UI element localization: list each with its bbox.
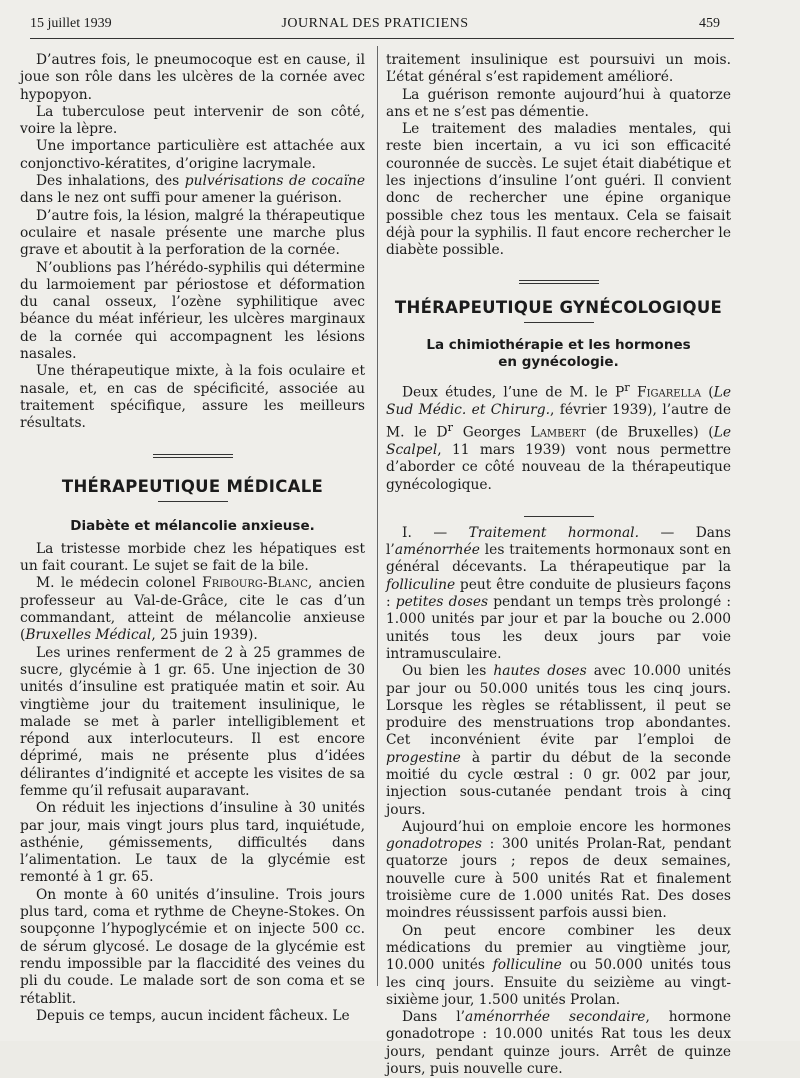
paragraph: D’autre fois, la lésion, malgré la thérapeutique oculaire et nasale présente une marche plus grave et aboutit à la perforation de la cornée. — [20, 207, 365, 259]
paragraph: Une thérapeutique mixte, à la fois oculaire et nasale, et, en cas de spécificité, associée au traitement spécifique, assure les meilleurs résultats. — [20, 363, 365, 432]
author-name: Fribourg-Blanc — [202, 575, 308, 592]
paragraph: Les urines renferment de 2 à 25 grammes de sucre, glycémie à 1 gr. 65. Une injection de 30 unités d’insuline est pratiquée matin et soir. Au vingtième jour du traitement insulinique, le malade se met à parler intelligiblement et répond aux interlocuteurs. Il est encore déprimé, mais ne présente plus d’idées délirantes d’indignité et accepte les visites de sa femme qu’il refusait auparavant. — [20, 644, 365, 799]
paragraph: Le traitement des maladies mentales, qui reste bien incertain, a vu ici son efficacité couronnée de succès. Le sujet était diabétique et les injections d’insuline l’ont guéri. Il convient donc de rechercher une épine organique possible chez tous les mentaux. Cela se faisait déjà pour la syphilis. Il faut encore rechercher le diabète possible. — [386, 121, 731, 259]
paragraph: La guérison remonte aujourd’hui à quatorze ans et ne s’est pas démentie. — [386, 86, 731, 120]
italic-run: Bruxelles Médical — [25, 627, 152, 644]
text-run: Des inhalations, des — [36, 173, 185, 190]
italic-run: folliculine — [386, 576, 456, 593]
text-run: , 11 mars 1939) vont nous permettre d’aborder ce côté nouveau de la thérapeutique gynécologique. — [386, 441, 731, 493]
section-title-medicale: THÉRAPEUTIQUE MÉDICALE — [61, 476, 324, 496]
text-run: Dans l’ — [402, 1009, 466, 1026]
header-rule — [30, 38, 734, 39]
italic-run: Le Sud Médic. et Chirurg. — [386, 384, 731, 418]
text-run: Aujourd’hui on emploie encore les hormones — [402, 818, 731, 835]
text-run: : 300 unités Prolan-Rat, pendant quatorze jours ; repos de deux semaines, nouvelle cure à 500 unités Rat et finalement troisième cure de 1.000 unités Rat. Des doses moindres réussissent parfois aussi bien. — [386, 836, 731, 922]
paragraph — [386, 819, 731, 923]
article-subtitle: La chimiothérapie et les hormones — [426, 336, 691, 353]
paragraph: N’oublions pas l’hérédo-syphilis qui détermine du larmoiement par périostose et déformation du canal osseux, l’ozène syphilitique avec béance du méat inférieur, les ulcères marginaux de la cornée qui accompagnent les lésions nasales. — [20, 259, 365, 363]
article-subtitle: Diabète et mélancolie anxieuse. — [70, 517, 315, 534]
italic-run: folliculine — [492, 957, 562, 974]
article-subtitle: en gynécologie. — [498, 353, 619, 370]
text-run: à partir du début de la seconde moitié du cycle œstral : 0 gr. 002 par jour, injection sous-cutanée pendant trois à cinq jours. — [386, 749, 731, 818]
paragraph — [386, 525, 731, 663]
paragraph: La tristesse morbide chez les hépatiques est un fait courant. Le sujet se fait de la bile. — [20, 540, 365, 575]
text-run: ( — [701, 384, 714, 401]
author-name: Lambert — [530, 424, 586, 441]
italic-run: gonadotropes — [386, 836, 482, 853]
text-run: dans le nez ont suffi pour amener la guérison. — [20, 190, 342, 207]
text-run: (de Bruxelles) ( — [585, 424, 714, 441]
paragraph: Depuis ce temps, aucun incident fâcheux. Le — [36, 1007, 350, 1024]
text-run: , 25 juin 1939). — [151, 627, 258, 644]
paragraph — [20, 173, 365, 208]
section-title-gynecologique: THÉRAPEUTIQUE GYNÉCOLOGIQUE — [394, 297, 723, 317]
text-run: Deux études, l’une de M. le P — [402, 384, 625, 401]
text-run: On peut encore combiner les deux médications du premier au vingtième jour, 10.000 unités — [386, 922, 731, 974]
superscript: r — [447, 420, 454, 435]
italic-run: aménorrhée — [394, 542, 480, 559]
text-run: Georges — [453, 424, 531, 441]
text-run: peut être conduite de plusieurs façons : — [386, 576, 731, 611]
italic-run: pulvérisations de cocaïne — [184, 173, 365, 190]
header-journal-title: JOURNAL DES PRATICIENS — [281, 16, 469, 31]
column-divider — [377, 46, 378, 986]
paragraph — [386, 663, 731, 819]
italic-run: petites doses — [395, 594, 489, 611]
text-run: pendant un temps très prolongé : 1.000 unités par jour et par la bouche ou 2.000 unités tous les deux jours par voie intramusculaire. — [386, 594, 731, 662]
italic-run: aménorrhée secondaire — [465, 1009, 646, 1026]
text-run: , hormone gonadotrope : 10.000 unités Rat tous les deux jours, pendant quinze jours. Arrêt de quinze jours, puis nouvelle cure. — [386, 1009, 732, 1078]
paragraph — [386, 379, 731, 494]
right-column — [386, 52, 731, 1078]
text-run: , février 1939), l’autre de M. le D — [386, 401, 731, 441]
text-run: Ou bien les — [402, 663, 494, 680]
author-name: Figarella — [637, 384, 702, 401]
paragraph: On monte à 60 unités d’insuline. Trois jours plus tard, coma et rythme de Cheyne-Stokes. On soupçonne l’hypoglycémie et on injecte 500 cc. de sérum glycosé. Le dosage de la glycémie est rendu impossible par la flaccidité des veines du pli du coude. Le malade sort de son coma et se rétablit. — [20, 886, 365, 1007]
text-run: I. — — [402, 524, 469, 541]
left-column — [20, 52, 365, 1025]
text-run: — Dans l’ — [386, 524, 731, 559]
text-run: avec 10.000 unités par jour ou 50.000 unités tous les cinq jours. Lorsque les règles se rétablissent, il peut se produire des menstruations trop abondantes. Cet inconvénient évite par l’emploi de — [386, 663, 731, 749]
italic-run: Traitement hormonal. — [468, 524, 639, 541]
text-run — [630, 384, 637, 400]
header-date: 15 juillet 1939 — [30, 16, 112, 31]
superscript: r — [624, 379, 630, 394]
paragraph: Une importance particulière est attachée aux conjonctivo-kératites, d’origine lacrymale. — [20, 138, 365, 172]
paragraph — [20, 575, 365, 644]
text-run: ou 50.000 unités tous les cinq jours. Ensuite du seizième au vingt-sixième jour, 1.500 unités Prolan. — [386, 957, 731, 1008]
paragraph — [386, 1009, 731, 1078]
paragraph — [386, 923, 731, 1009]
running-header — [30, 16, 720, 36]
text-run: les traitements hormonaux sont en général décevants. La thérapeutique par la — [386, 542, 731, 576]
italic-run: hautes doses — [493, 663, 587, 680]
header-page-number: 459 — [699, 16, 720, 31]
text-run: , ancien professeur au Val-de-Grâce, cite le cas d’un commandant, atteint de mélancolie anxieuse ( — [20, 575, 365, 644]
italic-run: Le Scalpel — [386, 424, 731, 458]
paragraph: traitement insulinique est poursuivi un mois. L’état général s’est rapidement amélioré. — [386, 52, 731, 86]
paragraph: La tuberculose peut intervenir de son côté, voire la lèpre. — [20, 103, 365, 138]
text-run: M. le médecin colonel — [36, 575, 203, 592]
paragraph: On réduit les injections d’insuline à 30 unités par jour, mais vingt jours plus tard, inquiétude, asthénie, gémissements, difficultés dans l’alimentation. Le taux de la glycémie est remonté à 1 gr. 65. — [20, 800, 365, 886]
paragraph: D’autres fois, le pneumocoque est en cause, il joue son rôle dans les ulcères de la cornée avec hypopyon. — [20, 52, 365, 103]
italic-run: progestine — [386, 749, 461, 766]
